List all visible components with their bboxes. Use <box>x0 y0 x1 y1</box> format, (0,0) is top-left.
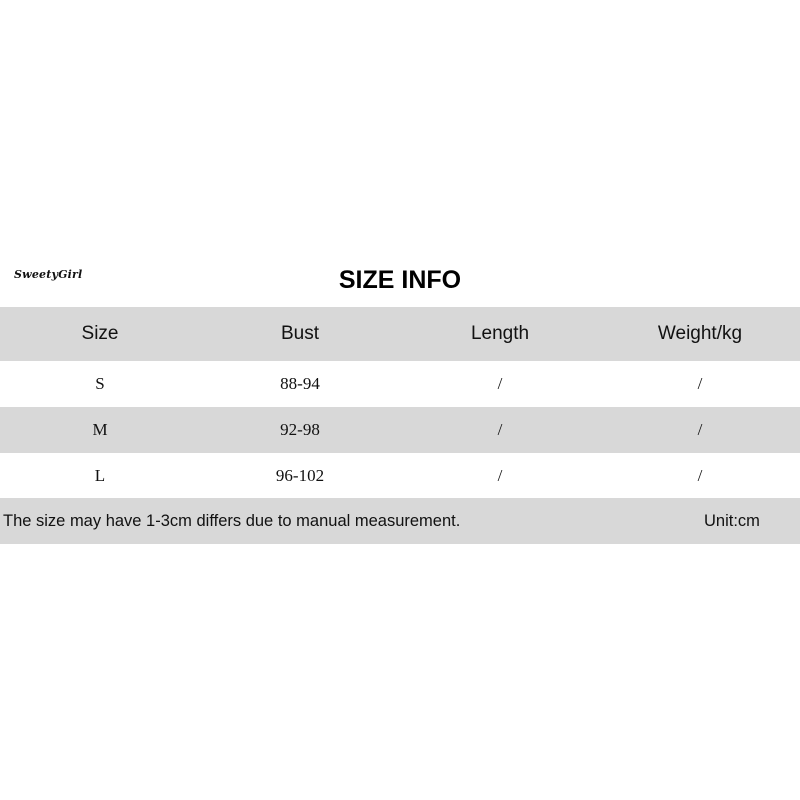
cell-length: / <box>497 374 503 393</box>
cell-size: S <box>95 374 105 393</box>
cell-weight: / <box>697 374 703 393</box>
brand-logo: SweetyGirl <box>14 268 83 281</box>
header-bust: Bust <box>280 323 320 344</box>
cell-length: / <box>497 466 503 485</box>
measurement-note: The size may have 1-3cm differs due to manual measurement. <box>3 512 461 530</box>
table-header-row <box>0 307 800 361</box>
header-size: Size <box>81 323 119 344</box>
table-row <box>0 407 800 453</box>
footer-band <box>0 498 800 544</box>
cell-bust: 92-98 <box>280 420 320 439</box>
cell-size: L <box>94 466 106 485</box>
size-table <box>0 307 800 499</box>
table-row <box>0 361 800 407</box>
cell-weight: / <box>697 466 703 485</box>
cell-size: M <box>92 420 108 439</box>
page-title: SIZE INFO <box>338 266 462 294</box>
cell-weight: / <box>697 420 703 439</box>
header-length: Length <box>470 323 530 344</box>
header-weight: Weight/kg <box>657 323 743 344</box>
unit-label: Unit:cm <box>704 512 760 530</box>
cell-bust: 96-102 <box>275 466 325 485</box>
cell-bust: 88-94 <box>280 374 320 393</box>
cell-length: / <box>497 420 503 439</box>
table-row <box>0 453 800 499</box>
